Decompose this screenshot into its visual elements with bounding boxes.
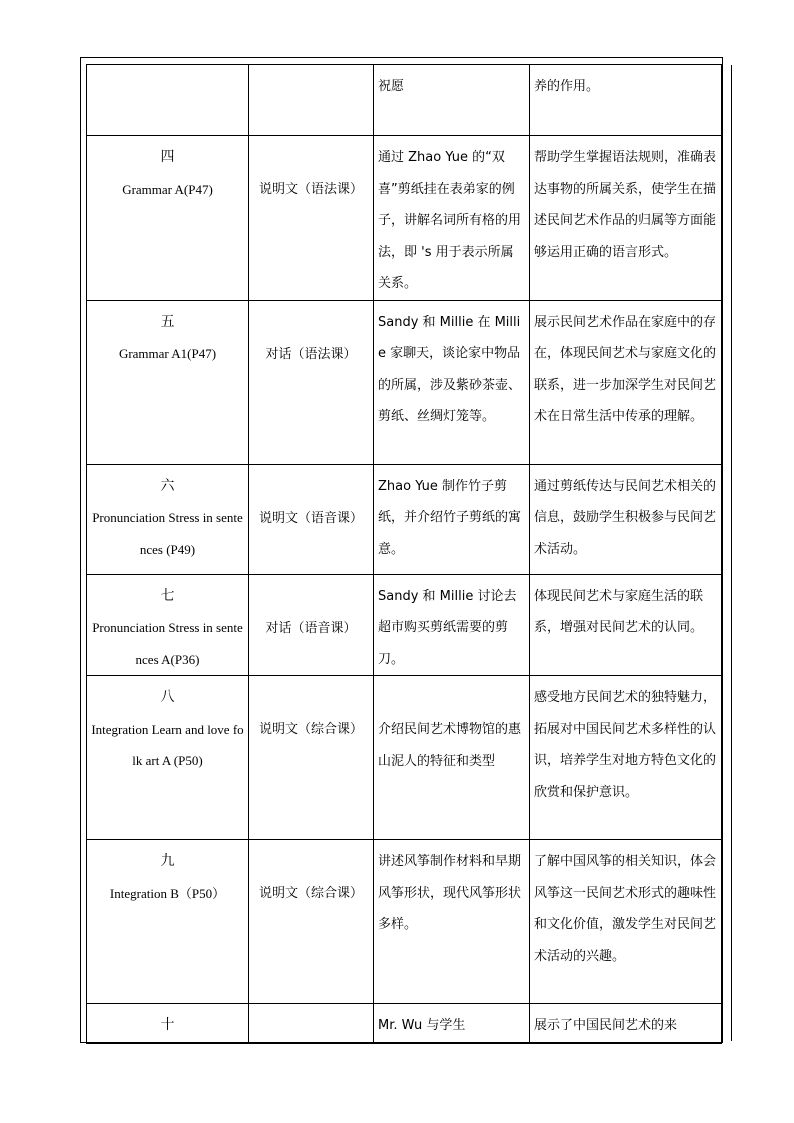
- lesson-table: [86, 64, 722, 1044]
- type-cell: 说明文（语音课）: [249, 464, 374, 574]
- type-cell: 对话（语法课）: [249, 300, 374, 464]
- content-cell: Sandy 和 Millie 讨论去超市购买剪纸需要的剪刀。: [374, 574, 530, 676]
- lesson-number: 六: [160, 478, 175, 494]
- goal-cell: 体现民间艺术与家庭生活的联系，增强对民间艺术的认同。: [530, 574, 722, 676]
- page-frame-right: [721, 65, 732, 1041]
- content-cell: Zhao Yue 制作竹子剪纸，并介绍竹子剪纸的寓意。: [374, 464, 530, 574]
- lesson-title: Integration Learn and love folk art A (P50): [91, 721, 244, 768]
- content-cell: 讲述风筝制作材料和早期风筝形状，现代风筝形状多样。: [374, 840, 530, 1004]
- content-cell: Sandy 和 Millie 在 Millie 家聊天，谈论家中物品的所属，涉及紫砂茶壶、剪纸、丝绸灯笼等。: [374, 300, 530, 464]
- content-cell: 通过 Zhao Yue 的“双喜”剪纸挂在表弟家的例子，讲解名词所有格的用法，即 's 用于表示所属关系。: [374, 136, 530, 301]
- lesson-title: Pronunciation Stress in sentences (P49): [92, 510, 243, 557]
- content-cell: 介绍民间艺术博物馆的惠山泥人的特征和类型: [374, 676, 530, 840]
- lesson-cell: [87, 136, 249, 301]
- lesson-title: Grammar A1(P47): [118, 346, 217, 361]
- lesson-number: 九: [160, 854, 175, 869]
- goal-cell: 了解中国风筝的相关知识，体会风筝这一民间艺术形式的趣味性和文化价值，激发学生对民间艺术活动的兴趣。: [530, 840, 722, 1004]
- lesson-title: Grammar A(P47): [122, 181, 213, 197]
- table-row: [87, 65, 722, 136]
- lesson-number: 八: [160, 690, 175, 705]
- table-row: [87, 300, 722, 464]
- type-cell: 说明文（语法课）: [249, 136, 374, 301]
- lesson-cell: [87, 840, 249, 1004]
- type-cell: 说明文（综合课）: [249, 676, 374, 840]
- table-row: [87, 574, 722, 676]
- type-cell: 说明文（综合课）: [249, 840, 374, 1004]
- lesson-title: Pronunciation Stress in sentences A(P36): [92, 620, 243, 667]
- goal-cell: 养的作用。: [530, 65, 722, 136]
- table-row: [87, 136, 722, 301]
- goal-cell: 感受地方民间艺术的独特魅力，拓展对中国民间艺术多样性的认识，培养学生对地方特色文化的欣赏和保护意识。: [530, 676, 722, 840]
- table-row: [87, 840, 722, 1004]
- type-cell: 对话（语音课）: [249, 574, 374, 676]
- content-cell: Mr. Wu 与学生: [374, 1004, 530, 1044]
- lesson-cell: [87, 676, 249, 840]
- table-row: [87, 676, 722, 840]
- table-row: [87, 464, 722, 574]
- type-cell: [249, 65, 374, 136]
- goal-cell: 通过剪纸传达与民间艺术相关的信息，鼓励学生积极参与民间艺术活动。: [530, 464, 722, 574]
- lesson-number: 十: [160, 1018, 175, 1033]
- goal-cell: 展示民间艺术作品在家庭中的存在，体现民间艺术与家庭文化的联系，进一步加深学生对民间艺术在日常生活中传承的理解。: [530, 300, 722, 464]
- lesson-title: Integration B（P50）: [109, 885, 226, 901]
- table-row: [87, 1004, 722, 1044]
- lesson-number: 四: [160, 150, 175, 165]
- lesson-cell: [87, 1004, 249, 1044]
- content-cell: 祝愿: [374, 65, 530, 136]
- lesson-number: 五: [160, 314, 175, 330]
- lesson-number: 七: [160, 588, 175, 604]
- lesson-cell: [87, 574, 249, 676]
- lesson-cell: [87, 300, 249, 464]
- goal-cell: 帮助学生掌握语法规则，准确表达事物的所属关系，使学生在描述民间艺术作品的归属等方面能够运用正确的语言形式。: [530, 136, 722, 301]
- goal-cell: 展示了中国民间艺术的来: [530, 1004, 722, 1044]
- type-cell: [249, 1004, 374, 1044]
- lesson-cell: [87, 464, 249, 574]
- lesson-cell: [87, 65, 249, 136]
